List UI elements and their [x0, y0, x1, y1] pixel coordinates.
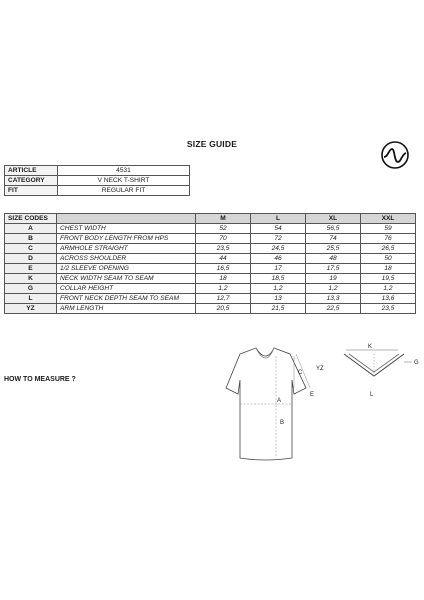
table-row: [5, 234, 416, 244]
table-row: [5, 244, 416, 254]
value-xl: 22,5: [306, 304, 361, 314]
size-code: D: [5, 254, 57, 264]
size-codes-header: SIZE CODES: [5, 214, 57, 224]
value-l: 13: [251, 294, 306, 304]
value-xxl: 13,6: [361, 294, 416, 304]
value-l: 18,5: [251, 274, 306, 284]
measurement-name: FRONT NECK DEPTH SEAM TO SEAM: [57, 294, 196, 304]
size-code: YZ: [5, 304, 57, 314]
tshirt-collar: [256, 348, 274, 358]
value-m: 12,7: [196, 294, 251, 304]
size-code: B: [5, 234, 57, 244]
info-row: [5, 176, 190, 186]
measurement-name: ARMHOLE STRAIGHT: [57, 244, 196, 254]
info-value: V NECK T-SHIRT: [58, 176, 190, 186]
value-m: 52: [196, 224, 251, 234]
value-m: 18: [196, 274, 251, 284]
size-code: L: [5, 294, 57, 304]
value-l: 1,2: [251, 284, 306, 294]
info-value: REGULAR FIT: [58, 186, 190, 196]
table-row: [5, 294, 416, 304]
size-header-xxl: XXL: [361, 214, 416, 224]
value-xxl: 18: [361, 264, 416, 274]
value-xl: 1,2: [306, 284, 361, 294]
table-row: [5, 224, 416, 234]
value-xxl: 26,5: [361, 244, 416, 254]
table-row: [5, 264, 416, 274]
value-xxl: 76: [361, 234, 416, 244]
measurement-name: ARM LENGTH: [57, 304, 196, 314]
value-m: 70: [196, 234, 251, 244]
measurement-name: CHEST WIDTH: [57, 224, 196, 234]
value-xl: 17,5: [306, 264, 361, 274]
value-xxl: 50: [361, 254, 416, 264]
value-l: 72: [251, 234, 306, 244]
info-value: 4531: [58, 166, 190, 176]
page-title: SIZE GUIDE: [186, 139, 238, 149]
label-l: L: [370, 392, 374, 398]
measurement-name: NECK WIDTH SEAM TO SEAM: [57, 274, 196, 284]
label-e: E: [310, 392, 315, 398]
value-l: 24,5: [251, 244, 306, 254]
value-l: 17: [251, 264, 306, 274]
size-code: A: [5, 224, 57, 234]
info-row: [5, 166, 190, 176]
size-code: G: [5, 284, 57, 294]
collar-detail-diagram: [332, 340, 422, 402]
measurement-name: FRONT BODY LENGTH FROM HPS: [57, 234, 196, 244]
value-xl: 13,3: [306, 294, 361, 304]
value-l: 21,5: [251, 304, 306, 314]
value-xxl: 19,5: [361, 274, 416, 284]
article-info-table: [4, 165, 190, 196]
label-a: A: [277, 398, 282, 404]
size-code: E: [5, 264, 57, 274]
value-m: 23,5: [196, 244, 251, 254]
value-m: 1,2: [196, 284, 251, 294]
value-xl: 19: [306, 274, 361, 284]
value-xl: 25,5: [306, 244, 361, 254]
info-key: ARTICLE: [5, 166, 58, 176]
brand-logo-icon: [380, 140, 410, 170]
label-k: K: [368, 344, 373, 350]
value-l: 54: [251, 224, 306, 234]
size-header-m: M: [196, 214, 251, 224]
value-xxl: 23,5: [361, 304, 416, 314]
size-code: K: [5, 274, 57, 284]
value-xl: 56,5: [306, 224, 361, 234]
size-header-l: L: [251, 214, 306, 224]
description-header: [57, 214, 196, 224]
measurement-name: 1/2 SLEEVE OPENING: [57, 264, 196, 274]
size-chart-table: [4, 213, 416, 314]
how-to-measure-heading: HOW TO MEASURE ?: [4, 376, 76, 383]
label-c: C: [298, 370, 303, 376]
info-key: FIT: [5, 186, 58, 196]
value-xl: 48: [306, 254, 361, 264]
value-m: 44: [196, 254, 251, 264]
value-xxl: 1,2: [361, 284, 416, 294]
tshirt-measurement-diagram: [210, 342, 332, 464]
table-row: [5, 284, 416, 294]
table-row: [5, 274, 416, 284]
label-yz: YZ: [316, 366, 324, 372]
measurement-name: ACROSS SHOULDER: [57, 254, 196, 264]
value-l: 46: [251, 254, 306, 264]
table-row: [5, 254, 416, 264]
size-header-xl: XL: [306, 214, 361, 224]
size-code: C: [5, 244, 57, 254]
value-m: 20,5: [196, 304, 251, 314]
info-key: CATEGORY: [5, 176, 58, 186]
label-g: G: [414, 360, 419, 366]
table-header-row: [5, 214, 416, 224]
info-row: [5, 186, 190, 196]
value-xxl: 59: [361, 224, 416, 234]
value-xl: 74: [306, 234, 361, 244]
table-row: [5, 304, 416, 314]
measurement-name: COLLAR HEIGHT: [57, 284, 196, 294]
label-b: B: [280, 420, 285, 426]
value-m: 16,5: [196, 264, 251, 274]
